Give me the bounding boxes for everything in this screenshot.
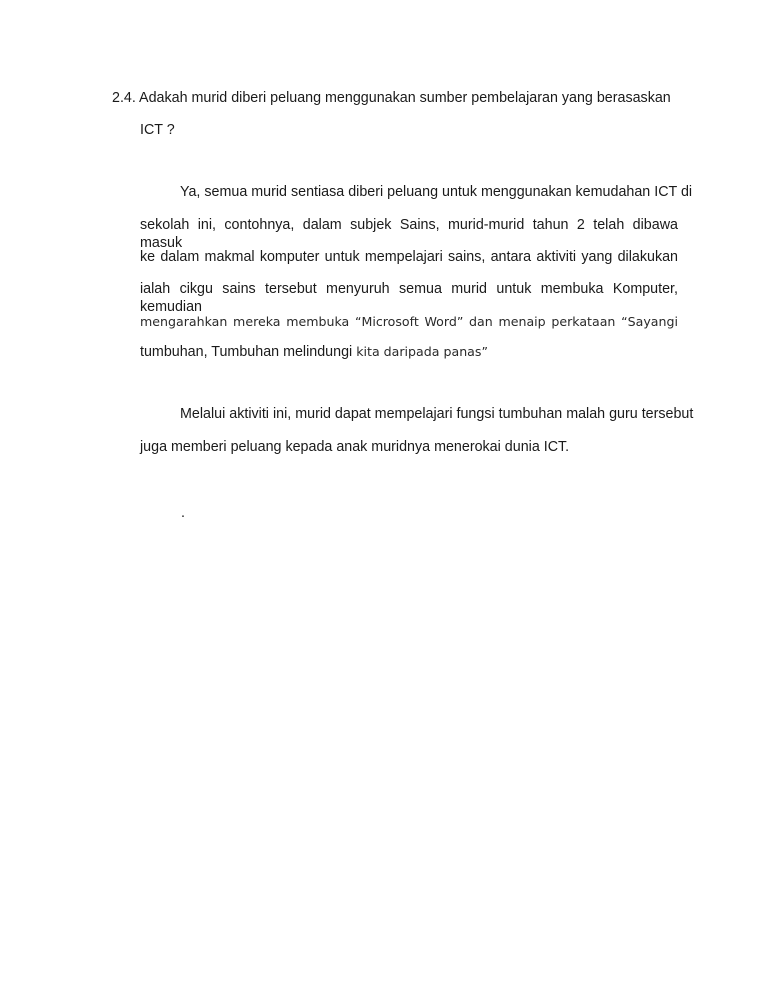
paragraph-1-line-6-quote: kita daripada panas”: [352, 344, 488, 359]
paragraph-1-line-6: [140, 343, 488, 361]
question-line-2: ICT ?: [140, 122, 175, 138]
paragraph-1-line-5: mengarahkan mereka membuka “Microsoft Word” dan menaip perkataan “Sayangi: [140, 314, 678, 329]
question-line-1: [112, 89, 671, 107]
paragraph-2-line-2: juga memberi peluang kepada anak muridnya menerokai dunia ICT.: [140, 439, 570, 455]
paragraph-1-line-4: ialah cikgu sains tersebut menyuruh semua murid untuk membuka Komputer, kemudian: [140, 281, 678, 315]
paragraph-1-line-2: sekolah ini, contohnya, dalam subjek Sains, murid-murid tahun 2 telah dibawa masuk: [140, 217, 678, 251]
paragraph-1-line-6-text: tumbuhan, Tumbuhan melindungi: [140, 344, 353, 360]
question-text: Adakah murid diberi peluang menggunakan sumber pembelajaran yang berasaskan: [139, 90, 671, 106]
paragraph-2-line-1: Melalui aktiviti ini, murid dapat mempelajari fungsi tumbuhan malah guru tersebut: [180, 406, 694, 422]
trailing-period: .: [181, 505, 185, 521]
paragraph-1-line-1: Ya, semua murid sentiasa diberi peluang untuk menggunakan kemudahan ICT di: [180, 184, 693, 200]
question-number: 2.4.: [112, 90, 136, 106]
paragraph-1-line-3: ke dalam makmal komputer untuk mempelajari sains, antara aktiviti yang dilakukan: [140, 249, 678, 265]
